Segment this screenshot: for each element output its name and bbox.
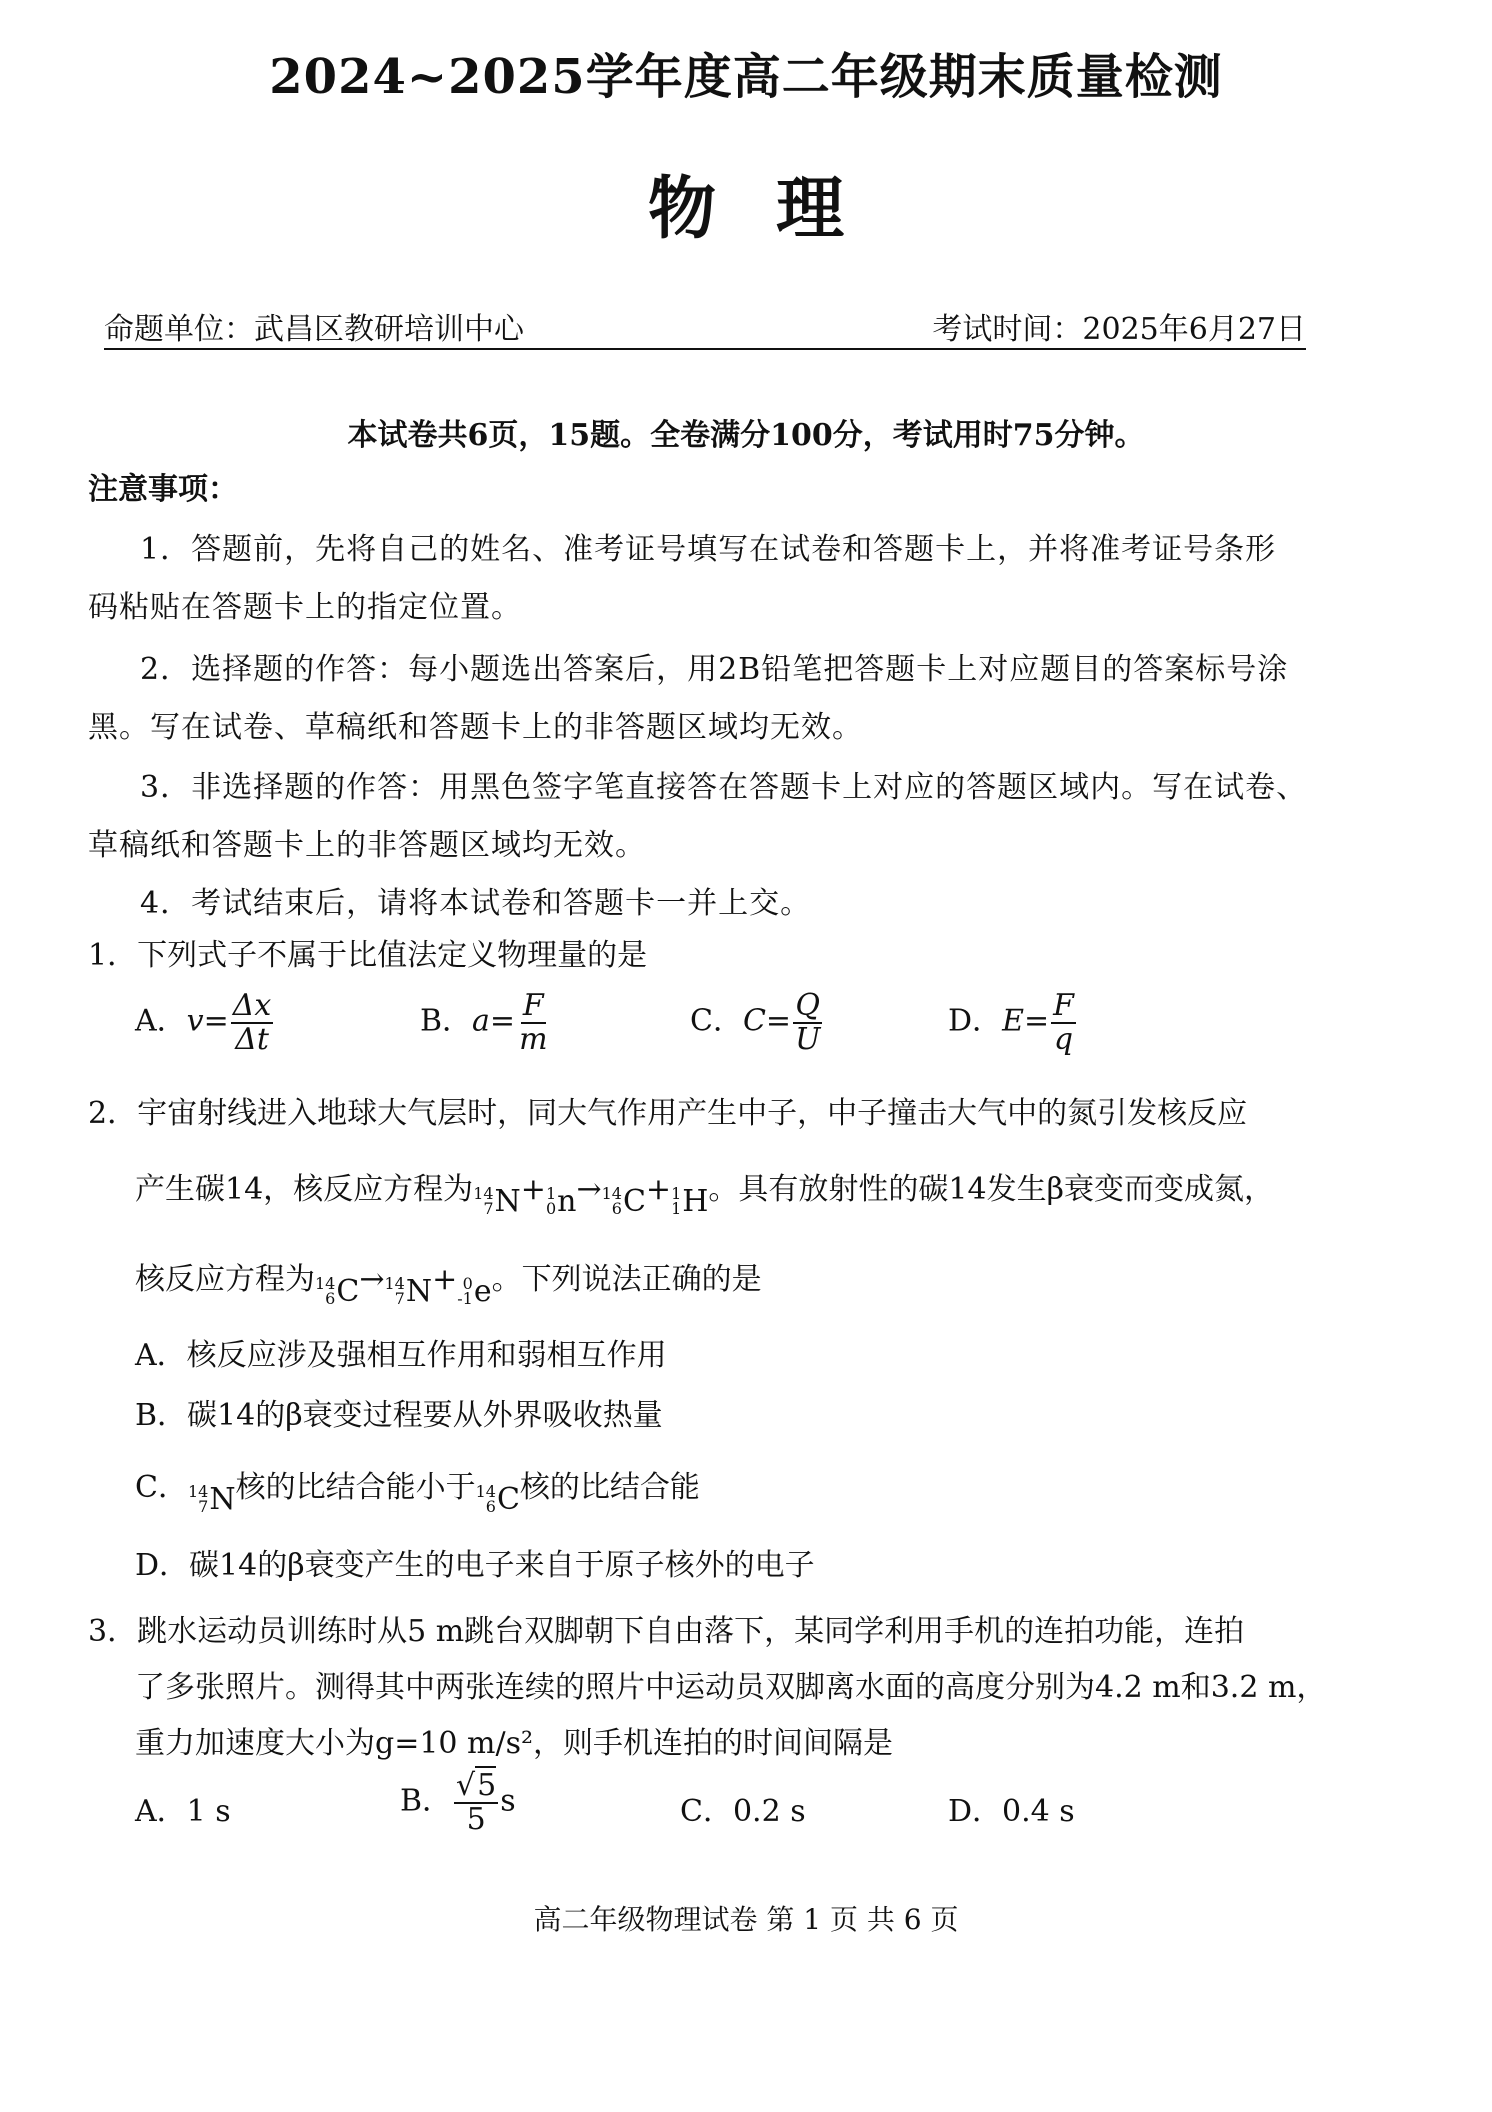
nuclide-h1-mass: 1 (671, 1184, 682, 1203)
nuclide-n14-b-symbol: N (405, 1273, 433, 1309)
q3-option-b-fraction (454, 1770, 498, 1835)
nuclide-c14-b-mass: 14 (315, 1274, 336, 1293)
q2-option-c (135, 1462, 700, 1517)
header-rule (104, 348, 1306, 350)
q3-option-c: C．0.2 s (680, 1794, 806, 1829)
nuclide-electron (457, 1274, 491, 1309)
notice-heading: 注意事项： (88, 472, 238, 507)
nuclide-c14-b (315, 1274, 359, 1309)
q1-option-a-label: A． (135, 1003, 187, 1039)
nuclide-neutron-charge: 0 (545, 1199, 557, 1218)
nuclide-n14-b-charge: 7 (394, 1289, 405, 1308)
q1-option-b-den: m (519, 1021, 548, 1057)
nuclide-n14 (473, 1184, 521, 1219)
q1-option-d-lhs: E= (1002, 1003, 1050, 1039)
q2-line-2-pre: 产生碳14，核反应方程为 (135, 1172, 474, 1207)
q2-option-b: B．碳14的β衰变过程要从外界吸收热量 (135, 1398, 663, 1433)
q1-option-c-label: C． (690, 1003, 743, 1039)
nuclide-c14 (602, 1184, 646, 1219)
notice-line-4: 黑。写在试卷、草稿纸和答题卡上的非答题区域均无效。 (88, 710, 863, 745)
nuclide-n14-c-charge: 7 (198, 1497, 209, 1516)
nuclide-electron-symbol: e (473, 1273, 492, 1309)
nuclide-electron-charge: -1 (457, 1289, 473, 1308)
nuclide-c14-symbol: C (622, 1183, 646, 1219)
eq2-plus: + (432, 1262, 458, 1297)
nuclide-c14-charge: 6 (611, 1199, 622, 1218)
nuclide-n14-symbol: N (494, 1183, 521, 1219)
nuclide-h1 (671, 1184, 708, 1219)
q3-line-1: 3．跳水运动员训练时从5 m跳台双脚朝下自由落下，某同学利用手机的连拍功能，连拍 (88, 1614, 1245, 1649)
exam-time: 考试时间：2025年6月27日 (932, 312, 1306, 347)
q1-option-b-label: B． (420, 1003, 473, 1039)
nuclide-electron-mass: 0 (462, 1274, 473, 1293)
eq1-plus-1: + (520, 1172, 546, 1207)
q1-option-c-den: U (795, 1021, 821, 1057)
q2-line-1: 2．宇宙射线进入地球大气层时，同大气作用产生中子，中子撞击大气中的氮引发核反应 (88, 1096, 1248, 1131)
nuclide-c14-c (476, 1482, 520, 1517)
q3-option-b-radicand: 5 (477, 1768, 497, 1803)
nuclide-c14-b-charge: 6 (325, 1289, 336, 1308)
q2-line-2-post: 。具有放射性的碳14发生β衰变而变成氮， (708, 1172, 1274, 1207)
nuclide-n14-c (188, 1482, 236, 1517)
nuclide-n14-b-mass: 14 (384, 1274, 405, 1293)
q2-option-c-post: 核的比结合能 (519, 1470, 700, 1505)
q3-option-b-label: B． (400, 1783, 453, 1819)
eq2-arrow: → (359, 1262, 385, 1297)
q3-option-b-den: 5 (466, 1801, 486, 1837)
q1-option-d-label: D． (948, 1003, 1003, 1039)
q1-option-c-fraction (793, 990, 822, 1055)
q3-option-d: D．0.4 s (948, 1794, 1075, 1829)
notice-line-5: 3．非选择题的作答：用黑色签字笔直接答在答题卡上对应的答题区域内。写在试卷、 (140, 770, 1308, 805)
q1-option-c-lhs: C= (742, 1003, 792, 1039)
nuclide-c14-b-symbol: C (336, 1273, 360, 1309)
nuclide-n14-c-mass: 14 (187, 1482, 209, 1501)
nuclide-h1-symbol: H (682, 1183, 709, 1219)
q1-option-b-fraction (517, 990, 549, 1055)
q1-option-b-num: F (522, 988, 544, 1023)
q1-option-c-num: Q (795, 988, 821, 1023)
q1-option-b-lhs: a= (472, 1003, 516, 1039)
q3-option-b-unit: s (500, 1783, 516, 1819)
q1-option-a-den: Δt (235, 1021, 269, 1057)
q1-option-d (948, 990, 1078, 1055)
author-unit: 命题单位：武昌区教研培训中心 (104, 312, 524, 347)
q1-option-b (420, 990, 552, 1055)
nuclide-n14-charge: 7 (483, 1199, 494, 1218)
exam-title: 2024~2025学年度高二年级期末质量检测 (269, 49, 1223, 105)
q1-option-c (690, 990, 824, 1055)
q2-option-c-mid: 核的比结合能小于 (235, 1470, 476, 1505)
subject-title: 物理 (647, 169, 904, 249)
q1-option-a-fraction (231, 990, 274, 1055)
notice-line-3: 2．选择题的作答：每小题选出答案后，用2B铅笔把答题卡上对应题目的答案标号涂 (140, 652, 1289, 687)
notice-line-6: 草稿纸和答题卡上的非答题区域均无效。 (88, 828, 646, 863)
nuclide-c14-c-symbol: C (496, 1481, 520, 1517)
q1-stem: 1．下列式子不属于比值法定义物理量的是 (88, 938, 648, 973)
nuclide-n14-c-symbol: N (209, 1481, 236, 1517)
notice-line-1: 1．答题前，先将自己的姓名、准考证号填写在试卷和答题卡上，并将准考证号条形 (140, 532, 1277, 567)
q1-option-d-num: F (1053, 988, 1074, 1023)
q2-line-3-pre: 核反应方程为 (135, 1262, 315, 1297)
q2-line-2 (135, 1164, 1274, 1219)
nuclide-c14-c-charge: 6 (485, 1497, 496, 1516)
q1-option-d-den: q (1053, 1021, 1074, 1057)
notice-line-2: 码粘贴在答题卡上的指定位置。 (88, 590, 522, 625)
q3-line-2: 了多张照片。测得其中两张连续的照片中运动员双脚离水面的高度分别为4.2 m和3.2 m， (135, 1670, 1327, 1705)
nuclide-n14-b (384, 1274, 432, 1309)
nuclide-n14-mass: 14 (473, 1184, 494, 1203)
nuclide-neutron-mass: 1 (545, 1184, 557, 1203)
nuclide-h1-charge: 1 (671, 1199, 682, 1218)
nuclide-neutron (546, 1184, 577, 1219)
q3-option-a: A．1 s (135, 1794, 231, 1829)
q2-line-3 (135, 1254, 762, 1309)
q1-option-a-lhs: v= (186, 1003, 229, 1039)
notice-line-7: 4．考试结束后，请将本试卷和答题卡一并上交。 (140, 886, 812, 921)
nuclide-neutron-symbol: n (557, 1183, 577, 1219)
q2-option-d: D．碳14的β衰变产生的电子来自于原子核外的电子 (135, 1548, 815, 1583)
q1-option-d-fraction (1051, 990, 1076, 1055)
q3-option-b (400, 1770, 516, 1835)
q1-option-a (135, 990, 275, 1055)
q3-line-3: 重力加速度大小为g=10 m/s²，则手机连拍的时间间隔是 (135, 1726, 894, 1761)
exam-summary: 本试卷共6页，15题。全卷满分100分，考试用时75分钟。 (347, 418, 1145, 453)
q2-option-a: A．核反应涉及强相互作用和弱相互作用 (135, 1338, 667, 1373)
q3-option-b-num: √5 (456, 1768, 497, 1803)
eq1-arrow: → (576, 1172, 602, 1207)
nuclide-c14-c-mass: 14 (475, 1482, 496, 1501)
nuclide-c14-mass: 14 (601, 1184, 622, 1203)
q1-option-a-num: Δx (232, 988, 272, 1023)
q2-option-c-label: C． (135, 1470, 188, 1505)
eq1-plus-2: + (645, 1172, 672, 1207)
q2-line-3-post: 。下列说法正确的是 (491, 1262, 762, 1297)
page-footer: 高二年级物理试卷 第 1 页 共 6 页 (533, 1903, 959, 1936)
